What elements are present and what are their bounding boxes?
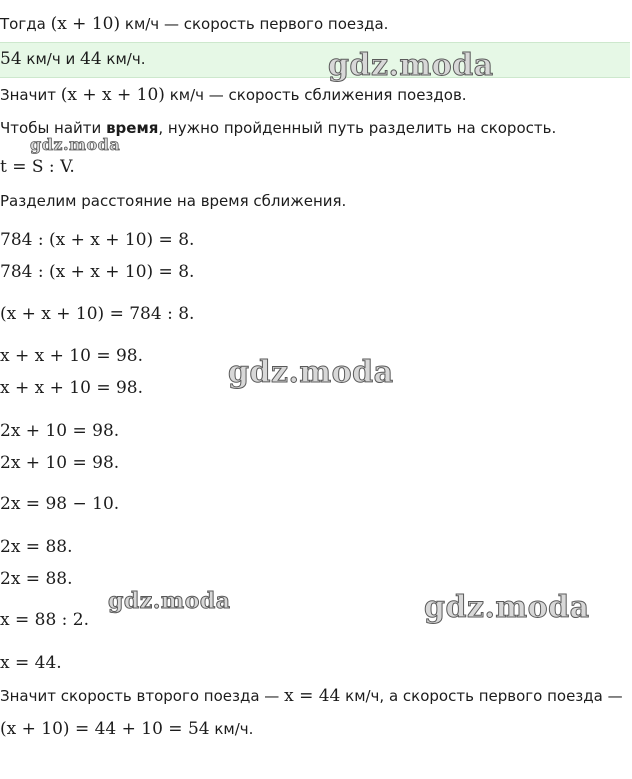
equation-4: x + x + 10 = 98. <box>0 346 143 366</box>
line-20-post: км/ч. <box>209 720 254 738</box>
line-19-math: x = 44 <box>284 686 341 706</box>
line-1-pre: Тогда <box>0 15 51 33</box>
equation-6: 2x + 10 = 98. <box>0 421 120 441</box>
equation-8: 2x = 98 − 10. <box>0 494 120 514</box>
watermark-logo: gdz.moda <box>30 135 121 154</box>
answer-post: км/ч. <box>101 50 146 68</box>
equation-3: (x + x + 10) = 784 : 8. <box>0 304 195 324</box>
answer-value-b: 44 <box>80 49 102 69</box>
line-4-pre: Чтобы найти <box>0 119 107 137</box>
watermark-logo: gdz.moda <box>228 355 394 390</box>
answer-line <box>0 49 145 69</box>
formula-time: t = S : V. <box>0 157 75 177</box>
equation-2: 784 : (x + x + 10) = 8. <box>0 262 195 282</box>
equation-12: x = 44. <box>0 653 62 673</box>
line-3-pre: Значит <box>0 86 61 104</box>
line-divide-distance: Разделим расстояние на время сближения. <box>0 192 347 210</box>
line-1-math: (x + 10) <box>50 14 121 34</box>
line-19-pre: Значит скорость второго поезда — <box>0 687 285 705</box>
line-3-post: км/ч — скорость сближения поездов. <box>164 86 467 104</box>
line-19-post: км/ч, а скорость первого поезда — <box>340 687 623 705</box>
line-4-post: , нужно пройденный путь разделить на скорость. <box>158 119 557 137</box>
equation-9: 2x = 88. <box>0 537 73 557</box>
line-speed-first-train <box>0 14 388 34</box>
line-20-math: (x + 10) = 44 + 10 = 54 <box>0 719 210 739</box>
watermark-logo: gdz.moda <box>328 48 494 83</box>
equation-1: 784 : (x + x + 10) = 8. <box>0 230 195 250</box>
equation-11: x = 88 : 2. <box>0 610 90 630</box>
line-approach-speed <box>0 85 467 105</box>
line-3-math: (x + x + 10) <box>60 85 165 105</box>
line-second-train-speed <box>0 686 623 706</box>
equation-5: x + x + 10 = 98. <box>0 378 143 398</box>
watermark-logo: gdz.moda <box>108 588 231 614</box>
line-1-post: км/ч — скорость первого поезда. <box>120 15 389 33</box>
equation-7: 2x + 10 = 98. <box>0 453 120 473</box>
watermark-logo: gdz.moda <box>424 590 590 625</box>
equation-10: 2x = 88. <box>0 569 73 589</box>
line-4-bold: время <box>106 119 159 137</box>
line-first-train-speed <box>0 719 253 739</box>
answer-value-a: 54 <box>0 49 22 69</box>
answer-mid: км/ч и <box>21 50 80 68</box>
